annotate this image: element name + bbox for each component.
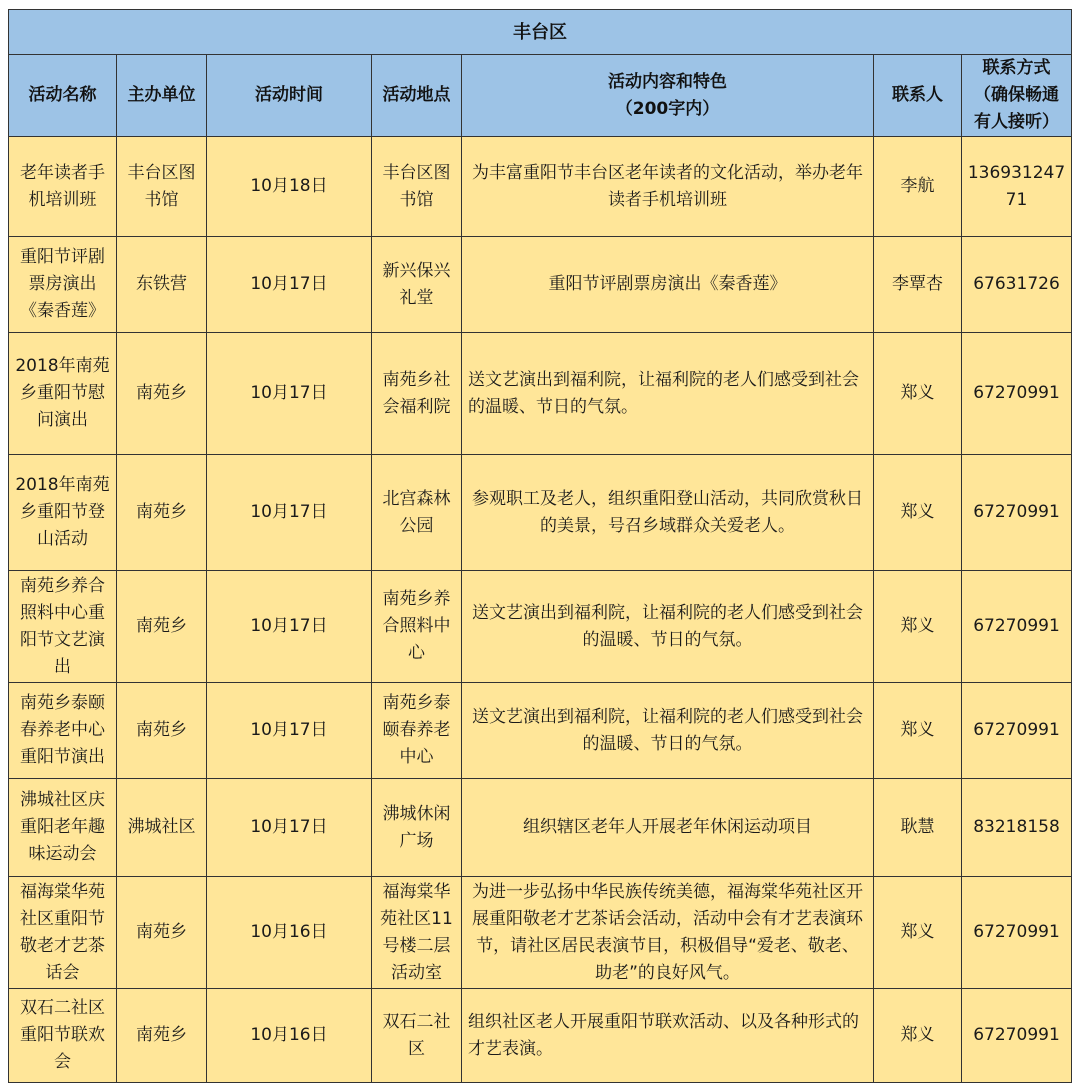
activity-table xyxy=(8,9,1072,1083)
header-contact-phone: 联系方式 （确保畅通 有人接听） xyxy=(962,55,1072,137)
cell-activity-content: 为丰富重阳节丰台区老年读者的文化活动，举办老年读者手机培训班 xyxy=(462,137,874,237)
cell-activity-location: 沸城休闲广场 xyxy=(372,779,462,877)
cell-organizer: 东铁营 xyxy=(117,237,207,333)
cell-activity-location: 新兴保兴礼堂 xyxy=(372,237,462,333)
activity-table-container xyxy=(8,9,1071,1083)
cell-activity-name: 南苑乡养合照料中心重阳节文艺演出 xyxy=(9,571,117,683)
cell-organizer: 南苑乡 xyxy=(117,683,207,779)
cell-contact-person: 耿慧 xyxy=(874,779,962,877)
cell-contact-phone: 67631726 xyxy=(962,237,1072,333)
header-activity-time: 活动时间 xyxy=(207,55,372,137)
table-row xyxy=(9,237,1072,333)
cell-organizer: 丰台区图书馆 xyxy=(117,137,207,237)
table-title: 丰台区 xyxy=(9,10,1072,55)
cell-contact-person: 郑义 xyxy=(874,877,962,989)
table-row xyxy=(9,137,1072,237)
cell-activity-location: 北宫森林公园 xyxy=(372,455,462,571)
cell-organizer: 南苑乡 xyxy=(117,455,207,571)
cell-organizer: 沸城社区 xyxy=(117,779,207,877)
cell-contact-person: 郑义 xyxy=(874,571,962,683)
table-row xyxy=(9,455,1072,571)
cell-activity-time: 10月17日 xyxy=(207,333,372,455)
cell-activity-name: 2018年南苑乡重阳节登山活动 xyxy=(9,455,117,571)
cell-contact-phone: 67270991 xyxy=(962,455,1072,571)
cell-contact-person: 郑义 xyxy=(874,989,962,1083)
cell-activity-time: 10月16日 xyxy=(207,989,372,1083)
table-row xyxy=(9,989,1072,1083)
cell-contact-phone: 67270991 xyxy=(962,333,1072,455)
cell-contact-phone: 67270991 xyxy=(962,571,1072,683)
cell-activity-time: 10月17日 xyxy=(207,237,372,333)
cell-contact-person: 郑义 xyxy=(874,333,962,455)
cell-activity-content: 组织社区老人开展重阳节联欢活动、以及各种形式的才艺表演。 xyxy=(462,989,874,1083)
header-activity-name: 活动名称 xyxy=(9,55,117,137)
cell-activity-location: 双石二社区 xyxy=(372,989,462,1083)
cell-activity-content: 参观职工及老人，组织重阳登山活动，共同欣赏秋日的美景，号召乡域群众关爱老人。 xyxy=(462,455,874,571)
header-activity-content: 活动内容和特色 （200字内） xyxy=(462,55,874,137)
cell-activity-content: 送文艺演出到福利院，让福利院的老人们感受到社会的温暖、节日的气氛。 xyxy=(462,683,874,779)
header-organizer: 主办单位 xyxy=(117,55,207,137)
cell-activity-location: 南苑乡养合照料中心 xyxy=(372,571,462,683)
cell-activity-name: 沸城社区庆重阳老年趣味运动会 xyxy=(9,779,117,877)
header-contact-person: 联系人 xyxy=(874,55,962,137)
cell-contact-person: 李航 xyxy=(874,137,962,237)
cell-contact-phone: 13693124771 xyxy=(962,137,1072,237)
cell-contact-person: 郑义 xyxy=(874,683,962,779)
header-activity-location: 活动地点 xyxy=(372,55,462,137)
cell-contact-phone: 67270991 xyxy=(962,877,1072,989)
cell-organizer: 南苑乡 xyxy=(117,989,207,1083)
cell-activity-location: 南苑乡社会福利院 xyxy=(372,333,462,455)
cell-activity-content: 为进一步弘扬中华民族传统美德，福海棠华苑社区开展重阳敬老才艺茶话会活动，活动中会有才艺表演环节，请社区居民表演节目，积极倡导“爱老、敬老、助老”的良好风气。 xyxy=(462,877,874,989)
cell-activity-time: 10月17日 xyxy=(207,779,372,877)
table-row xyxy=(9,571,1072,683)
cell-activity-content: 组织辖区老年人开展老年休闲运动项目 xyxy=(462,779,874,877)
table-row xyxy=(9,877,1072,989)
cell-activity-name: 老年读者手机培训班 xyxy=(9,137,117,237)
cell-contact-person: 郑义 xyxy=(874,455,962,571)
cell-activity-location: 福海棠华苑社区11号楼二层活动室 xyxy=(372,877,462,989)
cell-activity-time: 10月17日 xyxy=(207,571,372,683)
cell-activity-content: 送文艺演出到福利院，让福利院的老人们感受到社会的温暖、节日的气氛。 xyxy=(462,571,874,683)
cell-organizer: 南苑乡 xyxy=(117,877,207,989)
cell-organizer: 南苑乡 xyxy=(117,571,207,683)
cell-activity-name: 2018年南苑乡重阳节慰问演出 xyxy=(9,333,117,455)
cell-activity-name: 重阳节评剧票房演出《秦香莲》 xyxy=(9,237,117,333)
cell-organizer: 南苑乡 xyxy=(117,333,207,455)
cell-activity-time: 10月17日 xyxy=(207,683,372,779)
table-row xyxy=(9,779,1072,877)
cell-contact-person: 李覃杏 xyxy=(874,237,962,333)
table-row xyxy=(9,333,1072,455)
cell-activity-location: 丰台区图书馆 xyxy=(372,137,462,237)
cell-activity-name: 福海棠华苑社区重阳节敬老才艺茶话会 xyxy=(9,877,117,989)
cell-activity-location: 南苑乡泰颐春养老中心 xyxy=(372,683,462,779)
cell-activity-time: 10月18日 xyxy=(207,137,372,237)
cell-activity-time: 10月16日 xyxy=(207,877,372,989)
cell-activity-content: 重阳节评剧票房演出《秦香莲》 xyxy=(462,237,874,333)
cell-contact-phone: 83218158 xyxy=(962,779,1072,877)
cell-activity-name: 南苑乡泰颐春养老中心重阳节演出 xyxy=(9,683,117,779)
cell-activity-content: 送文艺演出到福利院，让福利院的老人们感受到社会的温暖、节日的气氛。 xyxy=(462,333,874,455)
cell-contact-phone: 67270991 xyxy=(962,989,1072,1083)
cell-activity-name: 双石二社区重阳节联欢会 xyxy=(9,989,117,1083)
table-row xyxy=(9,683,1072,779)
cell-contact-phone: 67270991 xyxy=(962,683,1072,779)
cell-activity-time: 10月17日 xyxy=(207,455,372,571)
